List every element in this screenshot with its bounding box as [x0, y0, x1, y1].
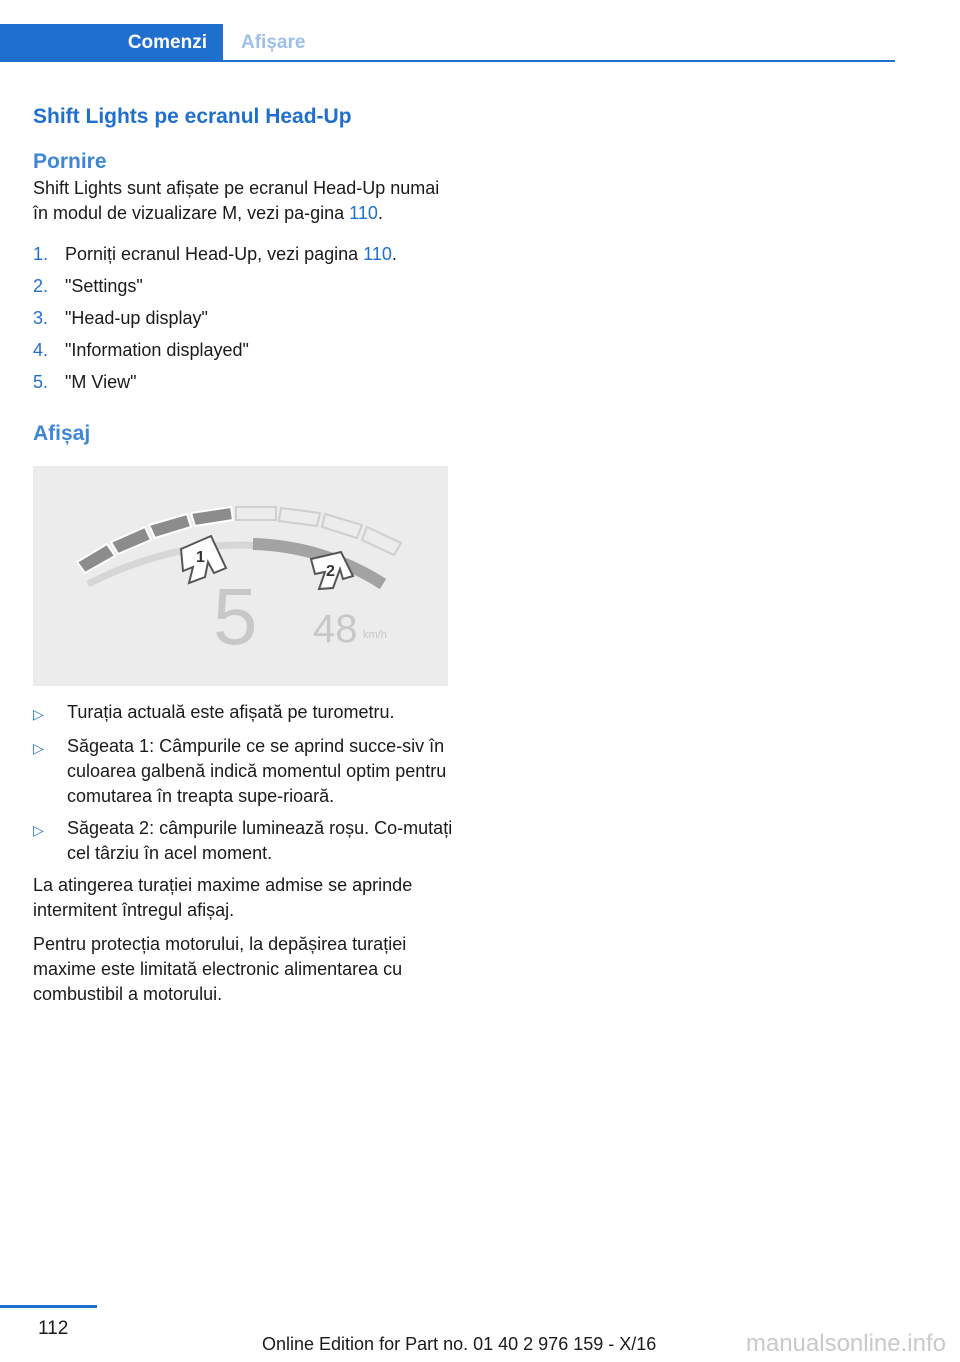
header-tabs	[0, 24, 895, 62]
tab-comenzi[interactable]: Comenzi	[0, 24, 223, 62]
triangle-bullet-icon: ▷	[33, 706, 44, 722]
section-heading-pornire: Pornire	[33, 150, 107, 173]
speed-value: 48	[313, 607, 358, 651]
main-column	[33, 100, 453, 1016]
arrow-1-label: 1	[196, 549, 205, 566]
tab-afisare[interactable]: Afișare	[241, 32, 306, 53]
shift-lights-figure	[33, 466, 448, 686]
list-item: 5. "M View"	[33, 372, 137, 392]
paragraph-engine-protection: Pentru protecția motorului, la depășirea turației maxime este limitată electronic alimentarea cu combustibil a motorului.	[33, 934, 407, 1004]
watermark: manualsonline.info	[745, 1330, 946, 1357]
paragraph-max-rpm: La atingerea turației maxime admise se aprinde intermitent întregul afișaj.	[33, 875, 413, 920]
page-link[interactable]: 110	[363, 244, 392, 264]
page-link[interactable]: 110	[349, 203, 378, 223]
list-item: 1. Porniți ecranul Head-Up, vezi pagina 110.	[33, 244, 397, 264]
edition-note: Online Edition for Part no. 01 40 2 976 159 - X/16	[262, 1334, 657, 1354]
list-item: ▷ Turația actuală este afișată pe turometru.	[33, 700, 453, 727]
list-item: ▷ Săgeata 2: câmpurile luminează roșu. Co-mutați cel târziu în acel moment.	[33, 816, 453, 866]
bullet-list	[33, 700, 453, 866]
shift-lights-illustration	[33, 466, 448, 686]
list-item: 4. "Information displayed"	[33, 340, 249, 360]
speed-unit: km/h	[363, 629, 387, 641]
page-title: Shift Lights pe ecranul Head-Up	[33, 105, 352, 128]
triangle-bullet-icon: ▷	[33, 822, 44, 838]
list-item: 3. "Head-up display"	[33, 308, 208, 328]
footer-line	[0, 1305, 97, 1308]
steps-list	[33, 238, 453, 398]
intro-paragraph: Shift Lights sunt afișate pe ecranul Head-Up numai în modul de vizualizare M, vezi pa-gina 110.	[33, 178, 440, 223]
page-number: 112	[38, 1318, 69, 1339]
list-item: 2. "Settings"	[33, 276, 143, 296]
gear-indicator: 5	[213, 572, 258, 661]
triangle-bullet-icon: ▷	[33, 740, 44, 756]
arrow-2-label: 2	[326, 563, 335, 580]
list-item: ▷ Săgeata 1: Câmpurile ce se aprind succe-siv în culoarea galbenă indică momentul optim pentru comutarea în treapta supe-rioară.	[33, 734, 453, 809]
tab-underline	[223, 60, 895, 62]
section-heading-afisaj: Afișaj	[33, 422, 91, 445]
